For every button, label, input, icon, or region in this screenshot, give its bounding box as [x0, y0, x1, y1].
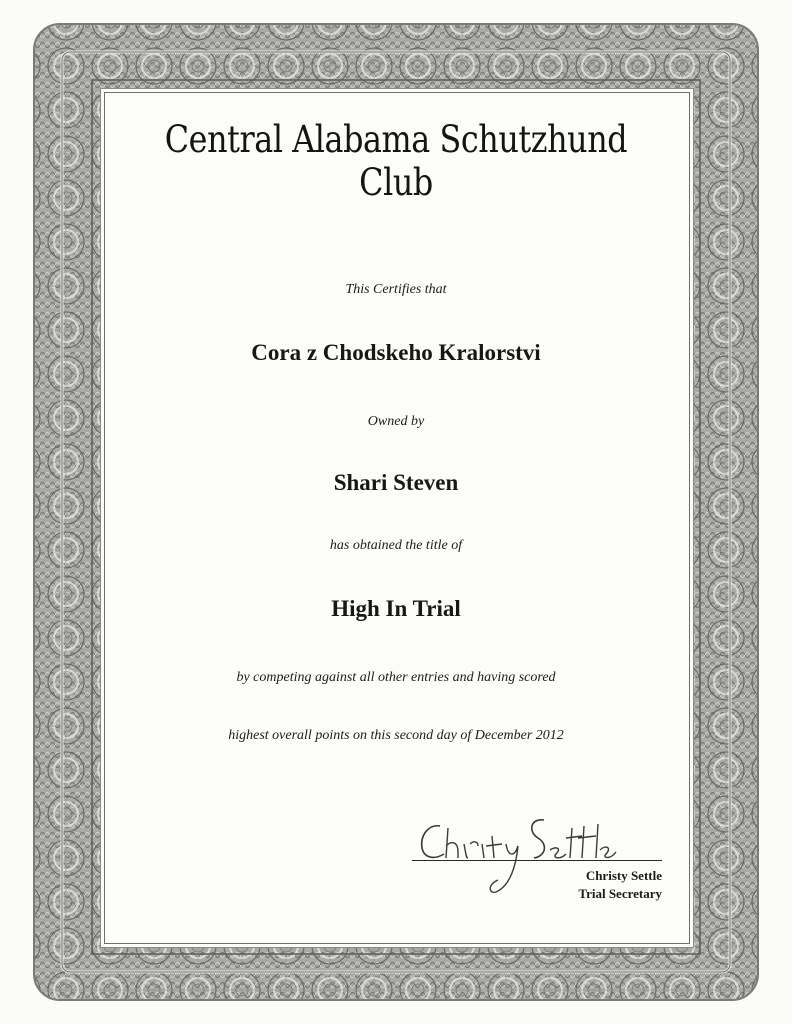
club-name-heading: Central Alabama Schutzhund Club — [164, 118, 628, 204]
signer-title: Trial Secretary — [578, 886, 662, 901]
signature-line — [412, 860, 662, 861]
statement-line-1: by competing against all other entries and having scored — [236, 670, 556, 685]
owner-name: Shari Steven — [333, 470, 459, 495]
title-label: has obtained the title of — [329, 538, 463, 553]
owned-by-label: Owned by — [367, 414, 425, 429]
award-title: High In Trial — [331, 596, 461, 621]
statement-line-2: highest overall points on this second day of December 2012 — [228, 728, 564, 743]
signer-name: Christy Settle — [585, 868, 662, 883]
dog-name: Cora z Chodskeho Kralorstvi — [251, 340, 541, 365]
certifies-label: This Certifies that — [345, 282, 447, 297]
